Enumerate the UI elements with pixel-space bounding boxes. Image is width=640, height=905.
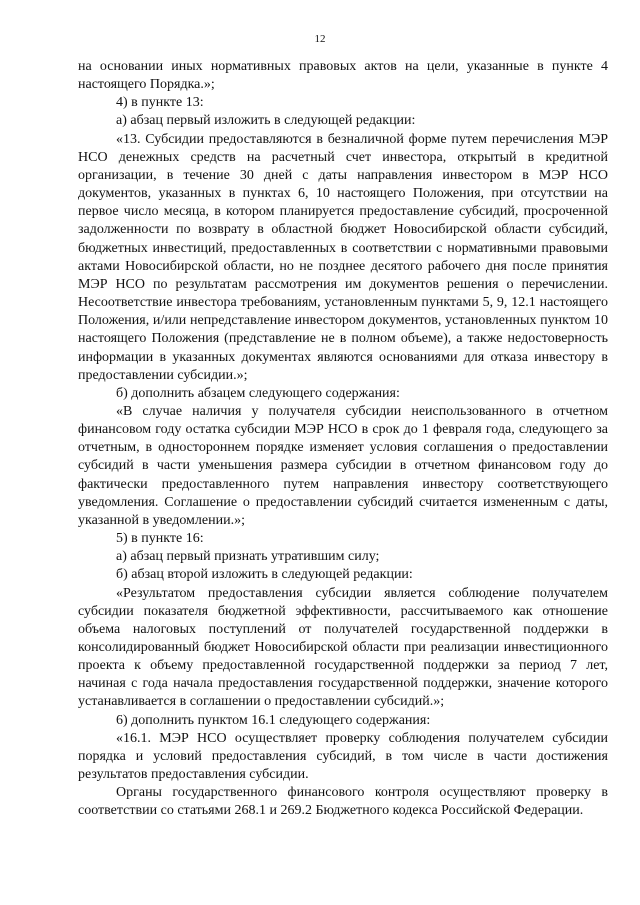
paragraph: б) дополнить абзацем следующего содержания:: [116, 385, 400, 401]
paragraph: 5) в пункте 16:: [116, 531, 204, 547]
paragraph: 6) дополнить пунктом 16.1 следующего содержания:: [116, 712, 431, 728]
paragraph: «Результатом предоставления субсидии является соблюдение получателем субсидии показателя бюджетной эффективности, рассчитываемого как отношение объема налоговых поступлений от получателей государственной поддержки в консолидированный бюджет Новосибирской области при реализации инвестиционного проекта к объему предоставленной государственной поддержки за период 7 лет, начиная с года начала предоставления государственной поддержки, значение которого устанавливается в соглашении о предоставлении субсидий.»;: [78, 585, 608, 710]
paragraph: «В случае наличия у получателя субсидии неиспользованного в отчетном финансовом году остатка субсидии МЭР НСО в срок до 1 февраля года, следующего за отчетным, в одностороннем порядке изменяет условия соглашения о предоставлении субсидий в части уменьшения размера субсидии в отчетном финансовом году до фактически предоставленного путем направления инвестору соответствующего уведомления. Соглашение о предоставлении субсидий считается измененным с даты, указанной в уведомлении.»;: [78, 403, 608, 528]
paragraph: «13. Субсидии предоставляются в безналичной форме путем перечисления МЭР НСО денежных средств на расчетный счет инвестора, открытый в кредитной организации, в течение 30 дней с даты направления инвестором в МЭР НСО документов, указанных в пунктах 6, 10 настоящего Положения, при отсутствии на первое число месяца, в котором планируется предоставление субсидий, просроченной задолженности по возврату в областной бюджет Новосибирской области субсидий, бюджетных инвестиций, предоставленных в соответствии с нормативными правовыми актами Новосибирской области, но не позднее десятого рабочего дня после принятия МЭР НСО по результатам рассмотрения им документов решения о перечислении. Несоответствие инвестора требованиям, установленным пунктами 5, 9, 12.1 настоящего Положения, и/или непредставление инвестором документов, установленных пунктом 10 настоящего Положения (представление не в полном объеме), а также недостоверность информации в указанных документах являются основаниями для отказа инвестору в предоставлении субсидии.»;: [78, 131, 608, 383]
paragraph: Органы государственного финансового контроля осуществляют проверку в соответствии со статьями 268.1 и 269.2 Бюджетного кодекса Российской Федерации.: [78, 785, 608, 819]
paragraph: «16.1. МЭР НСО осуществляет проверку соблюдения получателем субсидии порядка и условий предоставления субсидий, в том числе в части достижения результатов предоставления субсидии.: [78, 730, 608, 783]
paragraph: 4) в пункте 13:: [116, 95, 204, 111]
paragraph: а) абзац первый признать утратившим силу;: [116, 549, 380, 565]
paragraph: б) абзац второй изложить в следующей редакции:: [116, 567, 413, 583]
document-body: [78, 58, 608, 821]
paragraph: на основании иных нормативных правовых актов на цели, указанные в пункте 4 настоящего Порядка.»;: [78, 59, 608, 93]
paragraph: а) абзац первый изложить в следующей редакции:: [116, 113, 416, 129]
page-number: 12: [314, 33, 326, 45]
